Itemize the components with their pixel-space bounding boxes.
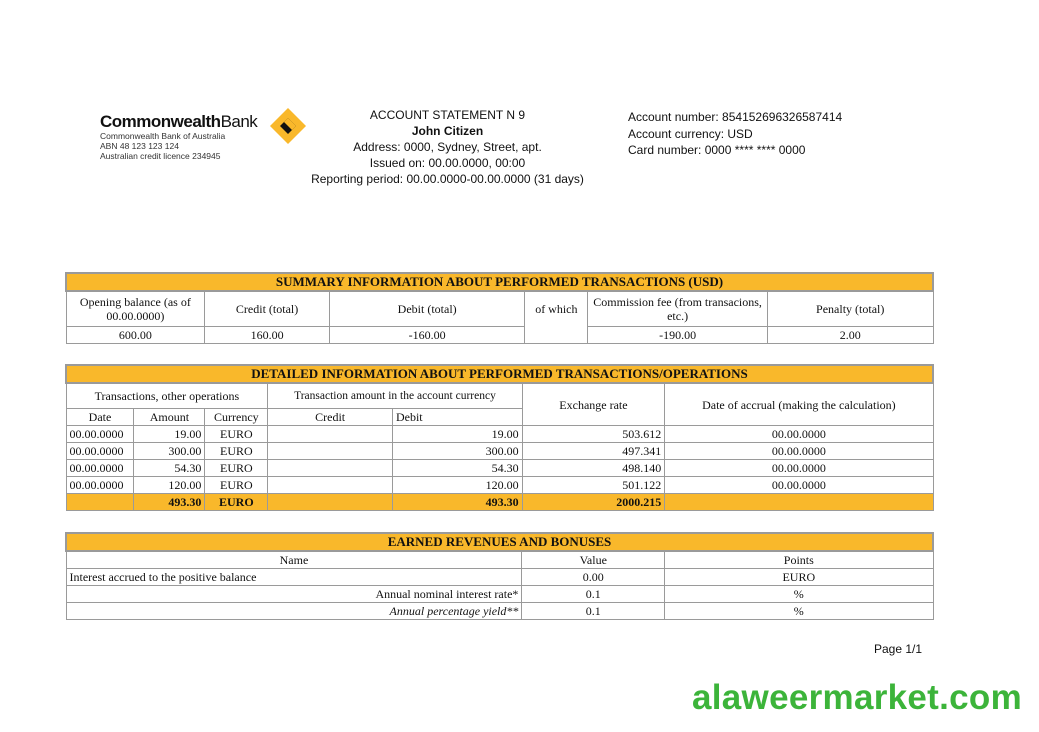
- table-row: [66, 426, 933, 443]
- row-credit: [268, 426, 393, 443]
- customer-name: John Citizen: [411, 124, 484, 138]
- summary-header-opening: Opening balance (as of 00.00.0000): [66, 291, 205, 327]
- total-debit: 493.30: [392, 494, 522, 511]
- watermark: alaweermarket.com: [692, 678, 1023, 717]
- total-row: [66, 494, 933, 511]
- summary-header-of-which: of which: [525, 291, 588, 344]
- total-accrual: [665, 494, 933, 511]
- earned-name: Interest accrued to the positive balance: [66, 569, 522, 586]
- row-accrual: 00.00.0000: [665, 443, 933, 460]
- group-amount: Transaction amount in the account currency: [268, 383, 522, 409]
- row-credit: [268, 443, 393, 460]
- header-currency: Currency: [205, 409, 268, 426]
- table-row: [66, 477, 933, 494]
- account-currency: Account currency: USD: [628, 126, 753, 141]
- summary-header-commission: Commission fee (from transacions, etc.): [588, 291, 768, 327]
- earned-name: Annual percentage yield**: [66, 603, 522, 620]
- header-date-accrual: Date of accrual (making the calculation): [665, 383, 933, 426]
- account-info: [628, 109, 842, 159]
- table-row: [66, 569, 933, 586]
- row-debit: 54.30: [392, 460, 522, 477]
- summary-header-credit: Credit (total): [205, 291, 330, 327]
- total-amount: 493.30: [134, 494, 205, 511]
- row-debit: 120.00: [392, 477, 522, 494]
- earned-value: 0.1: [522, 586, 665, 603]
- card-number: Card number: 0000 **** **** 0000: [628, 143, 806, 157]
- row-accrual: 00.00.0000: [665, 477, 933, 494]
- row-rate: 501.122: [522, 477, 665, 494]
- header-amount: Amount: [134, 409, 205, 426]
- bank-licence: Australian credit licence 234945: [100, 151, 221, 161]
- earned-points: %: [665, 586, 933, 603]
- row-credit: [268, 460, 393, 477]
- summary-value-debit: -160.00: [329, 327, 524, 344]
- earned-table: [65, 532, 934, 620]
- statement-title: ACCOUNT STATEMENT N 9: [369, 108, 526, 122]
- earned-title: EARNED REVENUES AND BONUSES: [66, 533, 933, 551]
- earned-points: EURO: [665, 569, 933, 586]
- summary-value-opening: 600.00: [66, 327, 205, 344]
- row-date: 00.00.0000: [66, 477, 134, 494]
- bank-logo: [100, 110, 310, 170]
- issued-on: Issued on: 00.00.0000, 00:00: [369, 156, 526, 170]
- row-accrual: 00.00.0000: [665, 460, 933, 477]
- customer-address: Address: 0000, Sydney, Street, apt.: [353, 140, 542, 154]
- detailed-table: [65, 364, 934, 511]
- statement-header: [300, 107, 595, 187]
- header-exchange-rate: Exchange rate: [522, 383, 665, 426]
- bank-brand-name: CommonwealthBank: [100, 112, 258, 131]
- total-currency: EURO: [205, 494, 268, 511]
- row-credit: [268, 477, 393, 494]
- reporting-period: Reporting period: 00.00.0000-00.00.0000 (31 days): [311, 172, 584, 186]
- row-debit: 19.00: [392, 426, 522, 443]
- summary-value-penalty: 2.00: [767, 327, 933, 344]
- row-date: 00.00.0000: [66, 443, 134, 460]
- total-date: [66, 494, 134, 511]
- group-transactions: Transactions, other operations: [66, 383, 268, 409]
- earned-name: Annual nominal interest rate*: [66, 586, 522, 603]
- earned-header-name: Name: [66, 551, 522, 569]
- row-currency: EURO: [205, 426, 268, 443]
- table-row: [66, 443, 933, 460]
- row-accrual: 00.00.0000: [665, 426, 933, 443]
- summary-title: SUMMARY INFORMATION ABOUT PERFORMED TRANSACTIONS (USD): [66, 273, 933, 291]
- summary-value-commission: -190.00: [588, 327, 768, 344]
- summary-header-debit: Debit (total): [329, 291, 524, 327]
- detailed-title: DETAILED INFORMATION ABOUT PERFORMED TRANSACTIONS/OPERATIONS: [66, 365, 933, 383]
- earned-header-value: Value: [522, 551, 665, 569]
- header-date: Date: [66, 409, 134, 426]
- earned-points: %: [665, 603, 933, 620]
- header-debit: Debit: [392, 409, 522, 426]
- row-rate: 498.140: [522, 460, 665, 477]
- total-rate: 2000.215: [522, 494, 665, 511]
- header-credit: Credit: [268, 409, 393, 426]
- row-date: 00.00.0000: [66, 460, 134, 477]
- row-date: 00.00.0000: [66, 426, 134, 443]
- row-rate: 497.341: [522, 443, 665, 460]
- earned-value: 0.00: [522, 569, 665, 586]
- table-row: [66, 586, 933, 603]
- row-amount: 54.30: [134, 460, 205, 477]
- earned-header-points: Points: [665, 551, 933, 569]
- row-currency: EURO: [205, 460, 268, 477]
- summary-table: [65, 272, 934, 344]
- summary-header-penalty: Penalty (total): [767, 291, 933, 327]
- row-currency: EURO: [205, 477, 268, 494]
- row-amount: 120.00: [134, 477, 205, 494]
- row-rate: 503.612: [522, 426, 665, 443]
- bank-abn: ABN 48 123 123 124: [100, 141, 179, 151]
- row-amount: 300.00: [134, 443, 205, 460]
- table-row: [66, 460, 933, 477]
- total-credit: [268, 494, 393, 511]
- row-amount: 19.00: [134, 426, 205, 443]
- page-number: Page 1/1: [874, 642, 923, 656]
- table-row: [66, 603, 933, 620]
- row-debit: 300.00: [392, 443, 522, 460]
- account-number: Account number: 854152696326587414: [628, 110, 843, 124]
- summary-value-credit: 160.00: [205, 327, 330, 344]
- earned-value: 0.1: [522, 603, 665, 620]
- row-currency: EURO: [205, 443, 268, 460]
- bank-legal-name: Commonwealth Bank of Australia: [100, 131, 226, 141]
